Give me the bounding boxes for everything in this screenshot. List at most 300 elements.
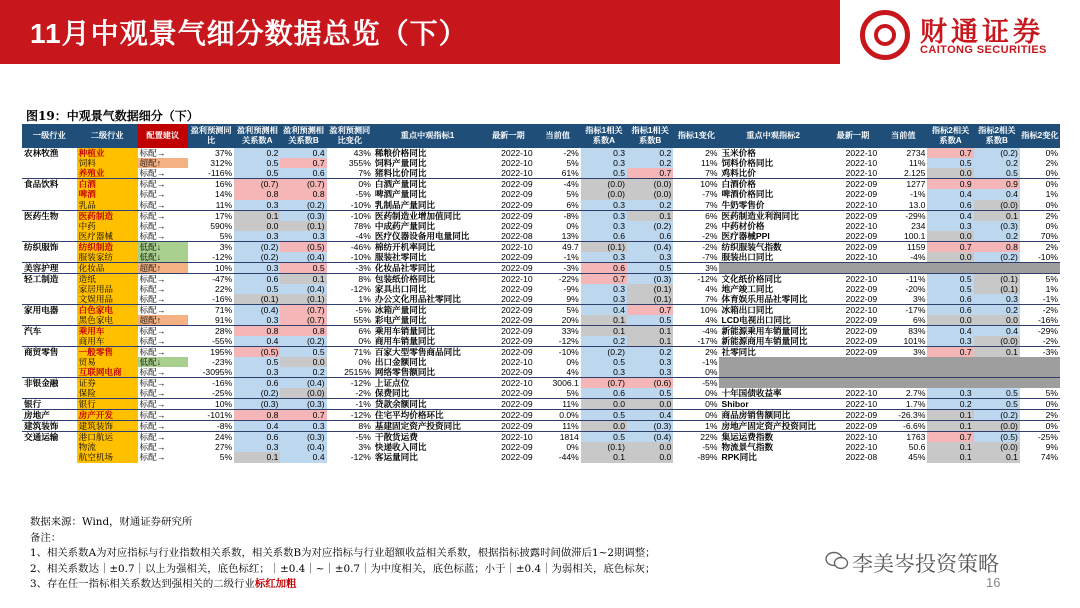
data-cell: 5% xyxy=(1045,388,1058,399)
data-cell: 0.1 xyxy=(627,336,673,347)
data-cell: 0% xyxy=(673,410,719,421)
data-cell: -12% xyxy=(350,283,371,294)
data-cell: 饲料产量同比 xyxy=(374,158,427,169)
data-cell: 0.7 xyxy=(280,158,326,168)
table-row xyxy=(22,241,1060,252)
note-1: 1、相关系数A为对应指标与行业指数相关系数，相关系数B为对应指标与行业超额收益相关系数，根据指标披露时间做滞后1~2期调整； xyxy=(30,547,656,559)
data-cell: 2% xyxy=(1020,241,1060,252)
sector-cell: 医药生物 xyxy=(22,210,77,221)
data-cell: -23% xyxy=(212,357,233,368)
data-cell: 0.8 xyxy=(234,189,280,199)
data-cell: 1277 xyxy=(879,179,927,190)
sector-cell xyxy=(22,158,77,168)
data-cell: 2022-09 xyxy=(482,346,535,357)
data-cell: 0.6 xyxy=(280,168,326,179)
data-cell: 0.7 xyxy=(627,168,673,179)
sector-cell xyxy=(22,231,77,242)
data-cell: 4% xyxy=(705,314,718,325)
data-cell: 0% xyxy=(673,399,719,410)
data-cell: 2022-09 xyxy=(845,283,878,294)
data-cell: 白酒价格 xyxy=(719,179,826,190)
data-cell: 保费同比 xyxy=(374,388,410,399)
data-cell: 0.8 xyxy=(280,325,326,336)
data-cell: 基建固定资产投资同比 xyxy=(373,421,482,432)
allocation-cell: 标配→ xyxy=(139,452,166,463)
data-cell: 2022-09 xyxy=(501,452,533,463)
data-cell: 3% xyxy=(913,293,926,304)
data-cell: 3% xyxy=(879,346,927,357)
sector-cell xyxy=(22,221,77,231)
table-row xyxy=(22,273,1060,284)
data-cell: 14% xyxy=(214,189,233,200)
data-cell: 2022-10 xyxy=(482,432,535,443)
table-row xyxy=(22,399,1060,410)
data-cell: 猪料比价同比 xyxy=(374,168,427,179)
data-cell: (0.4) xyxy=(280,284,326,294)
data-cell: (0.0) xyxy=(974,336,1020,347)
data-cell: -17% xyxy=(697,335,718,346)
data-cell: 2022-09 xyxy=(501,199,533,210)
data-cell: 17% xyxy=(188,210,234,221)
data-cell: 地产竣工同比 xyxy=(721,283,774,294)
data-cell: 0.0 xyxy=(234,221,280,231)
logo-en: CAITONG SECURITIES xyxy=(920,44,1047,56)
data-cell: 2022-10 xyxy=(827,432,880,443)
data-cell: 0.0 xyxy=(974,315,1020,326)
data-cell: -101% xyxy=(188,410,234,421)
data-cell: 0.0% xyxy=(535,410,581,421)
table-row xyxy=(22,367,1060,378)
data-cell: -4% xyxy=(355,230,371,241)
table-header xyxy=(22,124,1060,148)
data-cell: -16% xyxy=(1037,314,1058,325)
data-cell: 0.8 xyxy=(280,189,326,199)
industry-cell: 化妆品 xyxy=(77,262,138,273)
data-cell: (0.1) xyxy=(234,294,280,305)
data-cell: 啤酒价格同比 xyxy=(721,189,774,200)
data-cell: -4% xyxy=(673,325,719,336)
data-cell: 83% xyxy=(879,325,927,336)
data-cell: 2% xyxy=(1045,158,1058,169)
sector-cell xyxy=(22,252,77,263)
data-cell: 2022-09 xyxy=(827,210,880,221)
data-cell: 医药制造业增加值同比 xyxy=(373,210,482,221)
data-cell: 乘用车销量同比 xyxy=(373,325,482,336)
table-row xyxy=(22,442,1060,452)
data-cell: 2022-09 xyxy=(482,210,535,221)
data-cell: 0.1 xyxy=(627,325,673,336)
data-cell: 5% xyxy=(566,158,579,169)
table-row xyxy=(22,189,1060,199)
data-cell: 0.2 xyxy=(927,399,973,410)
data-cell: 2022-09 xyxy=(845,230,878,241)
data-cell: -2% xyxy=(673,241,719,252)
table-row xyxy=(22,315,1060,326)
allocation-cell: 标配→ xyxy=(139,293,166,304)
data-cell: 办公文化用品社零同比 xyxy=(374,293,461,304)
sector-cell: 食品饮料 xyxy=(22,179,77,190)
data-cell: (0.3) xyxy=(280,399,326,410)
data-cell: (0.7) xyxy=(280,179,326,190)
data-cell: 0.7 xyxy=(927,346,973,357)
allocation-cell: 标配→ xyxy=(138,304,188,315)
allocation-cell: 标配→ xyxy=(139,388,166,399)
note-3: 3、存在任一指标相关系数达到强相关的二级行业标红加粗 xyxy=(30,578,297,590)
data-cell: -12% xyxy=(327,378,373,389)
allocation-cell: 超配↑ xyxy=(138,262,188,273)
data-cell: 0.5 xyxy=(581,168,627,179)
data-cell: 2022-09 xyxy=(501,251,533,262)
data-cell: (0.1) xyxy=(627,284,673,294)
wechat-icon xyxy=(825,551,849,571)
data-cell: 饲料价格同比 xyxy=(721,158,774,169)
column-header: 指标2相关系数A xyxy=(927,124,973,148)
data-cell: 0.3 xyxy=(927,221,973,231)
data-cell: 10% xyxy=(188,399,234,410)
data-cell: 服装社零同比 xyxy=(374,251,427,262)
allocation-cell: 低配↓ xyxy=(138,252,188,263)
data-cell: (0.0) xyxy=(974,442,1020,452)
table-row xyxy=(22,452,1060,462)
data-cell: 0.5 xyxy=(280,262,326,273)
data-cell: 0% xyxy=(1045,199,1058,210)
data-cell: 61% xyxy=(561,168,579,179)
data-cell: 2022-09 xyxy=(845,314,878,325)
data-cell xyxy=(827,357,880,367)
industry-cell: 建筑装饰 xyxy=(77,421,138,432)
data-cell: (0.1) xyxy=(974,284,1020,294)
data-cell: 0% xyxy=(358,335,371,346)
allocation-cell: 标配→ xyxy=(138,210,188,221)
data-cell: (0.5) xyxy=(234,346,280,357)
data-cell: -10% xyxy=(350,251,371,262)
column-header: 重点中观指标1 xyxy=(373,124,482,148)
data-cell: 0.4 xyxy=(234,421,280,432)
data-cell: 0.3 xyxy=(581,367,627,378)
data-cell: 0.3 xyxy=(581,200,627,211)
column-header: 二级行业 xyxy=(77,124,138,148)
data-cell: 2022-09 xyxy=(501,335,533,346)
data-cell: 0% xyxy=(1020,421,1060,432)
data-cell: 0.0 xyxy=(280,357,326,367)
allocation-cell: 低配↓ xyxy=(138,241,188,252)
data-cell: -2% xyxy=(355,388,371,399)
data-cell: 24% xyxy=(188,432,234,443)
data-cell: (0.2) xyxy=(627,221,673,231)
data-cell: 5% xyxy=(219,230,233,241)
data-cell xyxy=(1020,378,1060,389)
data-cell: 0.6 xyxy=(581,231,627,242)
data-cell xyxy=(879,357,927,367)
data-cell: (0.1) xyxy=(280,221,326,231)
data-cell: 0% xyxy=(1045,148,1058,159)
data-cell: 0.8 xyxy=(234,325,280,336)
data-cell: 0.9 xyxy=(974,179,1020,190)
data-cell: -5% xyxy=(327,304,373,315)
watermark: 李美岑投资策略 xyxy=(852,553,999,576)
data-cell: 0.0 xyxy=(581,421,627,432)
data-cell: 房地产固定资产投资同比 xyxy=(719,421,826,432)
data-cell: 2% xyxy=(705,220,718,231)
table-row xyxy=(22,231,1060,242)
table-row xyxy=(22,221,1060,231)
column-header: 盈利预测相关系数A xyxy=(234,124,280,148)
data-cell: (0.0) xyxy=(280,388,326,399)
data-cell: 纺织服装气指数 xyxy=(719,241,826,252)
data-cell: 2% xyxy=(705,148,718,159)
data-cell: 0.3 xyxy=(627,357,673,367)
allocation-cell: 标配→ xyxy=(139,220,166,231)
data-cell: 稀粮价格同比 xyxy=(374,148,427,159)
data-cell: (0.2) xyxy=(280,336,326,347)
allocation-cell: 标配→ xyxy=(139,283,166,294)
industry-cell: 航空机场 xyxy=(77,452,138,462)
data-cell: (0.4) xyxy=(234,304,280,315)
data-cell: (0.1) xyxy=(280,294,326,305)
table-row xyxy=(22,388,1060,399)
allocation-cell: 低配↓ xyxy=(138,357,188,367)
data-cell: 0.6 xyxy=(927,200,973,211)
data-cell: 0.6 xyxy=(234,378,280,389)
table-row xyxy=(22,432,1060,443)
data-cell: 0.7 xyxy=(280,410,326,421)
data-cell: (0.2) xyxy=(974,410,1020,421)
table-row xyxy=(22,200,1060,211)
table-row xyxy=(22,325,1060,336)
data-cell: 2022-10 xyxy=(845,220,878,231)
data-cell: 7% xyxy=(705,293,718,304)
sector-cell xyxy=(22,442,77,452)
allocation-cell: 标配→ xyxy=(139,367,166,378)
industry-cell: 房产开发 xyxy=(77,410,138,421)
data-cell: 2022-10 xyxy=(827,273,880,284)
data-cell: 百家大型零售商品同比 xyxy=(373,346,482,357)
data-cell: -2% xyxy=(1020,304,1060,315)
data-cell: 45% xyxy=(908,452,926,463)
data-cell: 2022-10 xyxy=(501,158,533,169)
data-cell: -29% xyxy=(879,210,927,221)
data-cell: 0.5 xyxy=(280,346,326,357)
data-cell: 0.1 xyxy=(927,442,973,452)
data-cell: 5% xyxy=(219,452,233,463)
data-cell: 13.0 xyxy=(908,199,926,210)
data-cell xyxy=(719,262,826,273)
data-cell: 0.2 xyxy=(974,304,1020,315)
data-cell: 0% xyxy=(327,179,373,190)
industry-cell: 乘用车 xyxy=(77,325,138,336)
table-row xyxy=(22,252,1060,263)
industry-cell: 家居用品 xyxy=(77,284,138,294)
data-cell: -4% xyxy=(535,179,581,190)
data-cell: 2022-10 xyxy=(845,168,878,179)
data-cell: 棉纺开机率同比 xyxy=(373,241,482,252)
data-cell: 0.1 xyxy=(974,210,1020,221)
sector-cell: 纺织服饰 xyxy=(22,241,77,252)
data-cell: 0% xyxy=(705,388,718,399)
data-cell: 商品房销售额同比 xyxy=(719,410,826,421)
data-cell: -12% xyxy=(212,251,233,262)
data-cell: 11% xyxy=(535,421,581,432)
sector-cell xyxy=(22,452,77,462)
data-cell: 0.1 xyxy=(927,452,973,462)
allocation-cell: 标配→ xyxy=(139,335,166,346)
data-cell: 71% xyxy=(327,346,373,357)
industry-cell: 港口航运 xyxy=(77,432,138,443)
data-cell: 2022-10 xyxy=(845,442,878,453)
data-cell: 0.5 xyxy=(234,158,280,168)
data-cell: 新能源商用车销量同比 xyxy=(721,335,808,346)
data-cell: 2% xyxy=(1020,410,1060,421)
data-cell: 0.3 xyxy=(581,210,627,221)
data-cell: 13% xyxy=(561,230,579,241)
data-cell: 文化纸价格同比 xyxy=(719,273,826,284)
data-cell: -2% xyxy=(702,230,718,241)
data-cell: 0% xyxy=(1045,220,1058,231)
data-cell: 0.2 xyxy=(627,148,673,158)
data-cell: (0.4) xyxy=(280,378,326,389)
data-cell: 2022-10 xyxy=(845,199,878,210)
sector-cell xyxy=(22,357,77,367)
data-cell: 0.3 xyxy=(280,231,326,242)
data-cell: 0.4 xyxy=(927,189,973,199)
allocation-cell: 标配→ xyxy=(138,410,188,421)
data-cell: (0.0) xyxy=(974,421,1020,432)
data-cell: 0.5 xyxy=(581,357,627,367)
data-cell: 0.1 xyxy=(581,452,627,462)
allocation-cell: 标配→ xyxy=(138,399,188,410)
data-cell: 0.0 xyxy=(927,315,973,326)
data-cell: -7% xyxy=(702,251,718,262)
data-cell: 6% xyxy=(673,210,719,221)
sector-cell: 房地产 xyxy=(22,410,77,421)
industry-cell: 一般零售 xyxy=(77,346,138,357)
data-cell: 5% xyxy=(566,189,579,200)
industry-cell: 服装家纺 xyxy=(77,252,138,263)
data-cell: 化妆品社零同比 xyxy=(373,262,482,273)
data-cell: 8% xyxy=(327,273,373,284)
table-row xyxy=(22,158,1060,168)
data-cell xyxy=(879,367,927,378)
data-cell: 2022-09 xyxy=(827,346,880,357)
industry-cell: 啤酒 xyxy=(77,189,138,199)
data-cell: 2022-09 xyxy=(845,293,878,304)
data-cell: 0.6 xyxy=(234,432,280,443)
data-cell: 0.4 xyxy=(280,148,326,158)
sector-cell: 交通运输 xyxy=(22,432,77,443)
data-cell: 2022-10 xyxy=(845,158,878,169)
data-cell: 上证点位 xyxy=(373,378,482,389)
sector-cell xyxy=(22,168,77,179)
sector-cell xyxy=(22,367,77,378)
data-cell: -5% xyxy=(355,189,371,200)
data-cell: 2022-09 xyxy=(482,325,535,336)
data-cell: 74% xyxy=(1040,452,1058,463)
logo-icon xyxy=(860,10,910,60)
table-row xyxy=(22,262,1060,273)
data-cell: 客运量同比 xyxy=(374,452,418,463)
data-cell: (0.0) xyxy=(974,200,1020,211)
data-cell: 贷款余额同比 xyxy=(373,399,482,410)
data-cell: 0.3 xyxy=(627,252,673,263)
industry-cell: 证券 xyxy=(77,378,138,389)
data-cell: 2.7% xyxy=(905,388,926,399)
sector-cell xyxy=(22,189,77,199)
data-cell: (0.7) xyxy=(280,315,326,326)
industry-cell: 养殖业 xyxy=(77,168,138,179)
data-cell: (0.4) xyxy=(627,432,673,443)
data-cell: 9% xyxy=(566,293,579,304)
data-cell: 医疗仪器设备用电量同比 xyxy=(374,230,470,241)
allocation-cell: 标配→ xyxy=(138,421,188,432)
column-header: 指标1相关系数A xyxy=(581,124,627,148)
industry-cell: 商用车 xyxy=(77,336,138,347)
data-cell: 2022-09 xyxy=(482,179,535,190)
data-cell: (0.7) xyxy=(280,304,326,315)
table-row xyxy=(22,168,1060,179)
data-cell: -8% xyxy=(535,210,581,221)
data-cell: 1.7% xyxy=(879,399,927,410)
data-cell: 590% xyxy=(210,220,233,231)
data-cell: 冰箱出口同比 xyxy=(719,304,826,315)
data-cell: 4% xyxy=(566,367,579,378)
data-cell: 0.5 xyxy=(627,262,673,273)
logo-cn: 财通证券 xyxy=(920,17,1044,47)
data-cell: 33% xyxy=(535,325,581,336)
data-cell: -16% xyxy=(188,378,234,389)
column-header: 最新一期 xyxy=(827,124,880,148)
data-cell: 28% xyxy=(188,325,234,336)
data-cell: 0.5 xyxy=(234,284,280,294)
data-cell: -29% xyxy=(1020,325,1060,336)
data-cell: -10% xyxy=(350,199,371,210)
data-cell: 0.5 xyxy=(234,357,280,367)
allocation-cell: 标配→ xyxy=(138,325,188,336)
table-row xyxy=(22,336,1060,347)
data-cell: -2% xyxy=(563,148,579,159)
data-cell: 2022-10 xyxy=(845,388,878,399)
data-cell: (0.2) xyxy=(234,388,280,399)
sector-cell xyxy=(22,336,77,347)
industry-cell: 银行 xyxy=(77,399,138,410)
data-cell: 0% xyxy=(1045,168,1058,179)
data-cell: 0.6 xyxy=(627,231,673,242)
data-cell: 50.6 xyxy=(908,442,926,453)
data-cell: (0.4) xyxy=(280,442,326,452)
data-cell: 0.1 xyxy=(581,325,627,336)
allocation-cell: 标配→ xyxy=(138,378,188,389)
data-cell: 3% xyxy=(188,241,234,252)
allocation-cell: 标配→ xyxy=(138,432,188,443)
data-cell: (0.6) xyxy=(627,378,673,389)
data-cell: (0.4) xyxy=(280,252,326,263)
industry-cell: 文娱用品 xyxy=(77,294,138,305)
data-cell: 10% xyxy=(673,304,719,315)
data-cell: (0.2) xyxy=(974,252,1020,263)
data-cell: 2022-10 xyxy=(482,241,535,252)
data-cell: (0.2) xyxy=(280,200,326,211)
data-cell: -5% xyxy=(702,442,718,453)
company-logo xyxy=(852,6,1080,64)
data-cell: -47% xyxy=(188,273,234,284)
data-cell: 物流景气指数 xyxy=(721,442,774,453)
data-cell: 0% xyxy=(566,442,579,453)
data-cell: 体育娱乐用品社零同比 xyxy=(721,293,808,304)
data-cell: (0.3) xyxy=(627,273,673,284)
data-cell: 0.3 xyxy=(581,221,627,231)
data-cell: 6% xyxy=(913,314,926,325)
data-cell: 7% xyxy=(358,168,371,179)
data-cell: -10% xyxy=(327,210,373,221)
